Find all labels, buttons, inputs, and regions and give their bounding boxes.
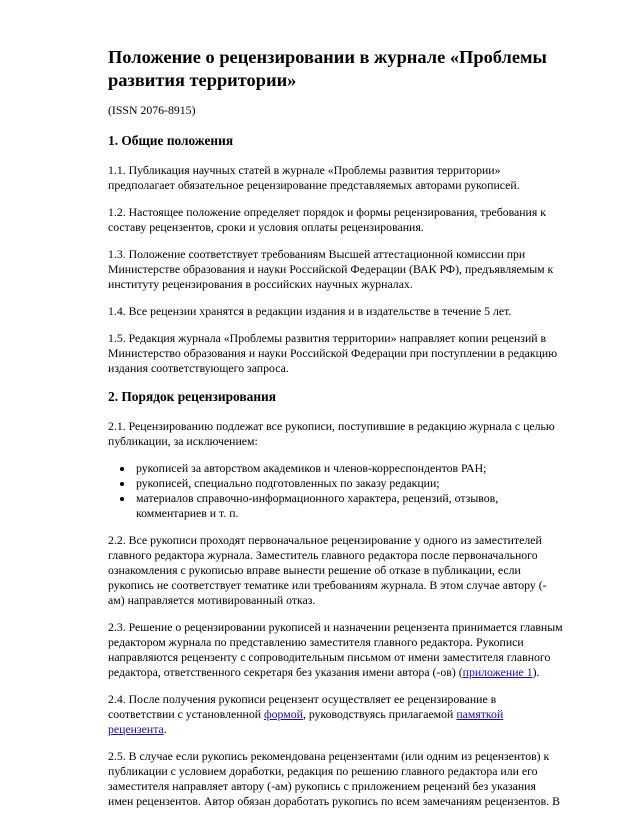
list-item: рукописей, специально подготовленных по заказу редакции; (136, 476, 563, 491)
section-2-heading: 2. Порядок рецензирования (108, 389, 276, 404)
appendix-1-link[interactable]: приложение 1 (462, 665, 533, 679)
exceptions-list (108, 461, 563, 521)
paragraph-1-1: 1.1. Публикация научных статей в журнале «Проблемы развития территории» предполагает обязательное рецензирование представляемых авторами рукописей. (108, 163, 520, 192)
section-1-heading: 1. Общие положения (108, 133, 234, 148)
paragraph-2-4 (108, 692, 563, 737)
paragraph-2-1: 2.1. Рецензированию подлежат все рукописи, поступившие в редакцию журнала с целью публикации, за исключением: (108, 419, 555, 448)
review-form-link[interactable]: формой (264, 707, 303, 721)
paragraph-2-3-end: ). (532, 665, 540, 679)
paragraph-1-5: 1.5. Редакция журнала «Проблемы развития территории» направляет копии рецензий в Министерство образования и науки Российской Федерации при поступлении в редакцию издания соответствующего запроса. (108, 331, 558, 375)
list-item: рукописей за авторством академиков и членов-корреспондентов РАН; (136, 461, 563, 476)
paragraph-2-4-end: . (163, 722, 167, 736)
paragraph-1-2: 1.2. Настоящее положение определяет порядок и формы рецензирования, требования к составу рецензентов, сроки и условия оплаты рецензирования. (108, 205, 546, 234)
paragraph-1-4: 1.4. Все рецензии хранятся в редакции издания и в издательстве в течение 5 лет. (108, 304, 512, 318)
paragraph-2-3-text: 2.3. Решение о рецензировании рукописей и назначении рецензента принимается главным редактором журнала по представлению заместителя главного редактора. Рукописи направляются рецензенту с сопроводительным письмом от имени заместителя главного редактора, ответственного секретаря без указания имени автора (-ов) ( (108, 620, 563, 679)
document-page (108, 46, 563, 821)
reviewer-memo-link[interactable]: памяткой рецензента (108, 707, 504, 736)
list-item: материалов справочно-информационного характера, рецензий, отзывов, комментариев и т. п. (136, 491, 563, 521)
paragraph-2-3 (108, 620, 563, 680)
paragraph-1-3: 1.3. Положение соответствует требованиям Высшей аттестационной комиссии при Министерстве образования и науки Российской Федерации (ВАК РФ), предъявляемым к институту рецензирования в российских научных журналах. (108, 247, 554, 291)
paragraph-2-4-mid: , руководствуясь прилагаемой (302, 707, 457, 721)
page-title: Положение о рецензировании в журнале «Проблемы развития территории» (108, 47, 547, 90)
paragraph-2-4-text: 2.4. После получения рукописи рецензент осуществляет ее рецензирование в соответствии с установленной (108, 692, 497, 721)
paragraph-2-5: 2.5. В случае если рукопись рекомендована рецензентами (или одним из рецензентов) к публикации с условием доработки, редакция по решению главного редактора или его заместителя направляет автору (-ам) рукопись с приложением рецензий без указания имен рецензентов. Автор обязан доработать рукопись по всем замечаниям рецензентов. В (108, 749, 561, 808)
issn-number: (ISSN 2076-8915) (108, 103, 196, 117)
paragraph-2-2: 2.2. Все рукописи проходят первоначальное рецензирование у одного из заместителей главного редактора журнала. Заместитель главного редактора после первоначального ознакомления с рукописью вправе вынести решение об отказе в публикации, если рукопись не соответствует тематике или требованиям журнала. В этом случае автору (-ам) направляется мотивированный отказ. (108, 533, 547, 607)
